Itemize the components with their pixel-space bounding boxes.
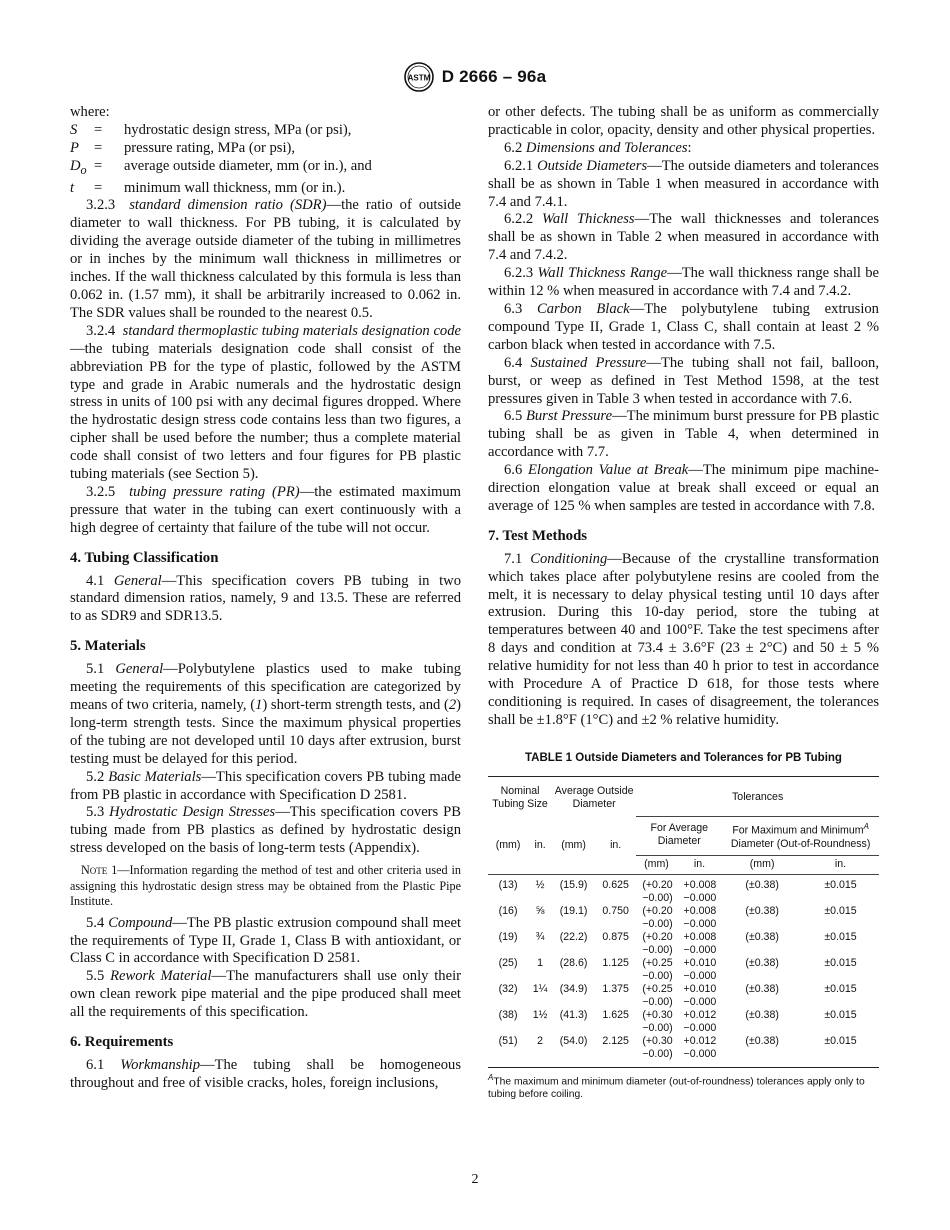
footnote-marker: A <box>863 822 869 832</box>
table-1-footnote <box>488 1067 879 1101</box>
section-number: 6.2.3 <box>504 265 534 282</box>
where-label: where: <box>70 104 110 120</box>
section-7-1 <box>488 551 879 730</box>
cell-roundness-tolerance-in: ±0.015 <box>824 904 857 917</box>
section-6-2-1 <box>488 158 879 212</box>
section-term: tubing pressure rating (PR) <box>129 483 300 500</box>
section-term: Elongation Value at Break <box>528 462 689 479</box>
section-number: 6.2.1 <box>504 157 534 174</box>
def-symbol: $D_o$ <box>70 157 87 177</box>
unit-mm: (mm) <box>488 817 528 875</box>
table-row <box>488 957 879 983</box>
section-text: —This specification covers PB tubing made from PB plastics as defined by hydrostatic design stress developed on the basis of long-term tests (Appendix). <box>70 804 461 857</box>
section-term: Workmanship <box>120 1057 200 1073</box>
cell-avg-tolerance-mm: (+0.25 −0.00) <box>642 956 673 982</box>
section-number: 6.4 <box>504 354 523 371</box>
cell-roundness-tolerance-in: ±0.015 <box>824 956 857 969</box>
section-text: —This specification covers PB tubing made from PB plastic in accordance with Specification D 2581. <box>70 768 461 803</box>
left-column <box>70 104 461 1093</box>
section-term: Sustained Pressure <box>530 354 647 371</box>
heading-tubing-classification: 4. Tubing Classification <box>70 549 219 566</box>
cell-roundness-tolerance-mm: (±0.38) <box>745 982 779 995</box>
section-text: ) short-term strength tests, and ( <box>262 697 449 713</box>
section-term: standard thermoplastic tubing materials designation code <box>122 322 462 339</box>
section-6-4 <box>488 355 879 409</box>
def-description: hydrostatic design stress, MPa (or psi), <box>124 121 352 138</box>
cell-roundness-tolerance-mm: (±0.38) <box>745 956 779 969</box>
svg-text:ASTM: ASTM <box>407 73 431 83</box>
section-3-2-4 <box>70 323 461 484</box>
footnote-marker: A <box>488 1072 494 1082</box>
table-row <box>488 1009 879 1035</box>
section-text: —Polybutylene plastics used to make tubing meeting the requirements of this specification are categorized by means of two criteria, namely, ( <box>70 661 461 713</box>
cell-average-in: 0.750 <box>602 904 629 917</box>
cell-avg-tolerance-in: +0.008 −0.000 <box>683 878 717 904</box>
cell-roundness-tolerance-in: ±0.015 <box>824 878 857 891</box>
cell-nominal-in: ½ <box>535 878 545 891</box>
cell-avg-tolerance-in: +0.012 −0.000 <box>683 1008 717 1034</box>
section-text: —the ratio of outside diameter to wall thickness. For PB tubing, it is calculated by dividing the average outside diameter of the tubing in millimetres or in inches by the minimum wall thickness in millimetres or inches. If the wall thickness calculated by this formula is less than 0.062 in. (1.57 mm), it shall be arbitrarily increased to 0.062 in. The SDR values shall be rounded to the nearest 0.5. <box>70 197 461 321</box>
def-description: pressure rating, MPa (or psi), <box>124 139 296 156</box>
section-number: 5.2 <box>86 768 105 785</box>
table-1 <box>488 776 879 1064</box>
section-text: —This specification covers PB tubing in two standard dimension ratios, namely, 9 and 13.5. These are referred to as SDR9 and SDR13.5. <box>70 572 461 625</box>
section-term: Burst Pressure <box>525 408 613 425</box>
section-term: Wall Thickness <box>542 211 635 228</box>
section-number: 6.3 <box>504 300 523 317</box>
cell-roundness-tolerance-mm: (±0.38) <box>745 1034 779 1047</box>
cell-nominal-in: 1¼ <box>532 982 548 995</box>
unit-in: in. <box>528 817 552 875</box>
cell-average-mm: (28.6) <box>559 956 588 969</box>
section-number: 3.2.5 <box>86 483 116 500</box>
section-6-2 <box>488 140 879 158</box>
section-text: —The tubing shall be homogeneous throughout and free of visible cracks, holes, foreign inclusions, <box>70 1057 461 1091</box>
cell-avg-tolerance-mm: (+0.30 −0.00) <box>642 1034 673 1060</box>
heading-materials: 5. Materials <box>70 638 146 655</box>
cell-average-mm: (22.2) <box>559 930 588 943</box>
cell-avg-tolerance-mm: (+0.20 −0.00) <box>642 878 673 904</box>
cell-roundness-tolerance-in: ±0.015 <box>824 1008 857 1021</box>
cell-avg-tolerance-mm: (+0.25 −0.00) <box>642 982 673 1008</box>
item-numeral: 1 <box>255 697 263 713</box>
section-5-4 <box>70 915 461 969</box>
section-text: —The outside diameters and tolerances shall be as shown in Table 1 when measured in accordance with 7.4 and 7.4.1. <box>488 157 879 210</box>
section-text: —The tubing shall not fail, balloon, burst, or weep as defined in Test Method 1598, at the test pressures given in Table 3 when tested in accordance with 7.6. <box>488 354 880 407</box>
cell-roundness-tolerance-mm: (±0.38) <box>745 1008 779 1021</box>
section-text: —The manufacturers shall use only their own clean rework pipe material and the pipe produced shall meet all the requirements of this specification. <box>70 968 461 1021</box>
section-number: 3.2.4 <box>86 322 116 339</box>
definition-row <box>70 140 461 158</box>
cell-nominal-mm: (19) <box>498 930 518 943</box>
cell-avg-tolerance-in: +0.008 −0.000 <box>683 930 717 956</box>
def-equals: = <box>94 139 103 156</box>
section-5-3 <box>70 804 461 858</box>
cell-average-mm: (19.1) <box>559 904 588 917</box>
header-average-diameter: Average Outside Diameter <box>554 784 634 810</box>
def-symbol-subscript: o <box>80 162 87 177</box>
section-text: —the estimated maximum pressure that water in the tubing can exert continuously with a high degree of certainty that failure of the tube will not occur. <box>70 483 462 536</box>
cell-nominal-in: ¾ <box>535 930 545 943</box>
cell-avg-tolerance-in: +0.012 −0.000 <box>683 1034 717 1060</box>
cell-nominal-mm: (16) <box>498 904 518 917</box>
header-average-tolerance: For Average Diameter <box>636 817 722 856</box>
cell-average-in: 1.125 <box>602 956 629 969</box>
section-6-3 <box>488 301 879 355</box>
section-text: —The polybutylene tubing extrusion compound Type II, Grade 1, Class C, shall contain at least 2 % carbon black when tested in accordance with 7.5. <box>488 300 879 353</box>
def-description: average outside diameter, mm (or in.), and <box>124 157 372 174</box>
unit-in: in. <box>595 817 636 875</box>
note-label: Note 1 <box>81 863 118 878</box>
item-numeral: 2 <box>448 697 457 713</box>
section-5-5 <box>70 968 461 1022</box>
cell-roundness-tolerance-mm: (±0.38) <box>745 930 779 943</box>
def-description: minimum wall thickness, mm (or in.). <box>124 179 346 196</box>
cell-average-in: 0.875 <box>602 930 629 943</box>
section-number: 5.1 <box>86 661 105 678</box>
table-row <box>488 1035 879 1064</box>
section-term: Wall Thickness Range <box>537 265 668 282</box>
cell-roundness-tolerance-mm: (±0.38) <box>745 904 779 917</box>
section-text: —Because of the crystalline transformation which takes place after polybutylene resins are cooled from the melt, it is necessary to delay physical testing until 10 days after extrusion. During this 10-day period, store the tubing at temperatures between 40 and 100°F. Take the test specimens after 8 days and condition at 73.4 ± 3.6°F (23 ± 2°C) and 50 ± 5 % relative humidity for not less than 40 h prior to test in accordance with Procedure A of Practice D 618, for those tests where conditioning is required. In cases of disagreement, the tolerances shall be ±1.8°F (1°C) and ±2 % relative humidity. <box>488 550 879 728</box>
cell-roundness-tolerance-in: ±0.015 <box>824 982 857 995</box>
document-designation: D 2666 – 96a <box>441 67 547 87</box>
cell-avg-tolerance-in: +0.008 −0.000 <box>683 904 717 930</box>
section-4-1 <box>70 573 461 627</box>
section-number: 6.5 <box>504 408 523 425</box>
cell-nominal-in: ⅝ <box>535 904 545 917</box>
section-text: —the tubing materials designation code shall consist of the abbreviation PB for the type of plastic, followed by the ASTM type and grade in Arabic numerals and the hydrostatic design stress in units of 100 psi with any decimal figures dropped. Where the hydrostatic design stress code contains less than two figures, a cipher shall be used before the number; thus a complete material code shall consist of two letters and four figures for PB plastic tubing materials (see Section 5). <box>70 340 461 483</box>
cell-nominal-in: 2 <box>537 1034 544 1047</box>
section-term: General <box>113 572 162 589</box>
section-6-2-2 <box>488 211 879 265</box>
cell-avg-tolerance-in: +0.010 −0.000 <box>683 956 717 982</box>
unit-mm: (mm) <box>722 855 802 874</box>
section-6-6 <box>488 462 879 516</box>
section-term: General <box>115 661 164 678</box>
cell-nominal-in: 1 <box>537 956 544 969</box>
section-number: 6.1 <box>86 1057 105 1073</box>
section-5-1 <box>70 661 461 768</box>
heading-test-methods: 7. Test Methods <box>488 527 588 544</box>
definition-row <box>70 158 461 180</box>
unit-in: in. <box>677 855 723 874</box>
cell-average-in: 0.625 <box>602 878 629 891</box>
cell-nominal-mm: (51) <box>498 1034 518 1047</box>
def-symbol: P <box>70 139 79 156</box>
section-text: —The minimum burst pressure for PB plastic tubing shall be as given in Table 4, when determined in accordance with 7.7. <box>488 408 879 461</box>
table-row <box>488 874 879 905</box>
cell-average-in: 2.125 <box>602 1034 629 1047</box>
astm-logo-icon <box>404 62 434 92</box>
section-number: 5.5 <box>86 968 105 985</box>
cell-nominal-mm: (38) <box>498 1008 518 1021</box>
heading-requirements: 6. Requirements <box>70 1034 174 1051</box>
header-max-min-text: Diameter (Out-of-Roundness) <box>730 837 871 850</box>
section-number: 4.1 <box>86 572 105 589</box>
section-3-2-5 <box>70 484 461 538</box>
section-number: 3.2.3 <box>86 197 116 214</box>
definition-row <box>70 122 461 140</box>
cell-nominal-mm: (32) <box>498 982 518 995</box>
section-text: ) long-term strength tests. Since the maximum physical properties of the tubing are not developed until 10 days after extrusion, burst testing must be delayed for this period. <box>70 697 461 767</box>
section-term: Rework Material <box>110 968 212 985</box>
page-header <box>0 60 950 94</box>
table-row <box>488 905 879 931</box>
section-term: Hydrostatic Design Stresses <box>109 804 276 821</box>
header-max-min-text: For Maximum and Minimum <box>732 824 864 837</box>
cell-avg-tolerance-mm: (+0.20 −0.00) <box>642 930 673 956</box>
table-1-title: TABLE 1 Outside Diameters and Tolerances for PB Tubing <box>525 751 842 764</box>
table-row <box>488 983 879 1009</box>
header-tolerances: Tolerances <box>636 776 879 817</box>
section-term: Conditioning <box>530 550 608 567</box>
cell-nominal-mm: (13) <box>498 878 518 891</box>
def-symbol: t <box>70 179 75 196</box>
section-term: standard dimension ratio (SDR) <box>129 197 327 214</box>
footnote-text: The maximum and minimum diameter (out-of-roundness) tolerances apply only to tubing before coiling. <box>488 1076 865 1101</box>
cell-average-in: 1.375 <box>602 982 629 995</box>
section-number: 5.4 <box>86 914 105 931</box>
def-equals: = <box>94 121 103 138</box>
definitions-list <box>70 122 461 198</box>
cell-average-mm: (54.0) <box>559 1034 588 1047</box>
cell-average-mm: (34.9) <box>559 982 588 995</box>
section-number: 7.1 <box>504 550 523 567</box>
unit-mm: (mm) <box>552 817 595 875</box>
def-equals: = <box>94 157 103 174</box>
unit-in: in. <box>802 855 879 874</box>
cell-roundness-tolerance-in: ±0.015 <box>824 1034 857 1047</box>
right-column <box>488 104 879 1101</box>
section-term: Compound <box>108 914 173 931</box>
section-6-1 <box>70 1057 461 1093</box>
section-text: : <box>687 139 692 156</box>
section-term: Carbon Black <box>537 300 630 317</box>
cell-roundness-tolerance-mm: (±0.38) <box>745 878 779 891</box>
table-row <box>488 931 879 957</box>
table-1-body <box>488 874 879 1064</box>
section-number: 5.3 <box>86 804 105 821</box>
section-number: 6.6 <box>504 462 523 479</box>
section-term: Basic Materials <box>108 768 202 785</box>
cell-avg-tolerance-mm: (+0.20 −0.00) <box>642 904 673 930</box>
definition-row <box>70 180 461 198</box>
cell-roundness-tolerance-in: ±0.015 <box>824 930 857 943</box>
cell-nominal-mm: (25) <box>498 956 518 969</box>
header-nominal-size: Nominal Tubing Size <box>492 784 548 810</box>
section-text: —The minimum pipe machine-direction elongation value at break shall exceed or equal an average of 125 % when samples are tested in accordance with 7.8. <box>488 462 879 514</box>
unit-mm: (mm) <box>636 855 676 874</box>
note-1 <box>70 863 461 910</box>
section-text: —The wall thickness range shall be within 12 % when measured in accordance with 7.4 and 7.4.2. <box>488 265 880 300</box>
section-number: 6.2 <box>504 139 523 156</box>
cell-average-in: 1.625 <box>602 1008 629 1021</box>
section-6-1-continued: or other defects. The tubing shall be as uniform as commercially practicable in color, opacity, density and other physical properties. <box>488 104 879 138</box>
section-term: Dimensions and Tolerances <box>525 139 688 156</box>
note-text: —Information regarding the method of test and other criteria used in assigning this hydrostatic design stress may be obtained from the Plastic Pipe Institute. <box>70 863 461 909</box>
def-symbol: S <box>70 121 78 138</box>
section-5-2 <box>70 769 461 805</box>
section-6-5 <box>488 408 879 462</box>
header-out-of-roundness <box>722 817 879 856</box>
cell-average-mm: (15.9) <box>559 878 588 891</box>
section-text: —The PB plastic extrusion compound shall meet the requirements of Type II, Grade 1, Class B with antioxidant, or Class C in accordance with Specification D 2581. <box>70 914 461 967</box>
section-term: Outside Diameters <box>537 157 648 174</box>
section-number: 6.2.2 <box>504 211 534 228</box>
section-6-2-3 <box>488 265 879 301</box>
def-equals: = <box>94 179 103 196</box>
cell-avg-tolerance-in: +0.010 −0.000 <box>683 982 717 1008</box>
cell-avg-tolerance-mm: (+0.30 −0.00) <box>642 1008 673 1034</box>
cell-nominal-in: 1½ <box>532 1008 548 1021</box>
cell-average-mm: (41.3) <box>559 1008 588 1021</box>
page-number: 2 <box>471 1172 479 1187</box>
section-text: —The wall thicknesses and tolerances shall be as shown in Table 2 when measured in accordance with 7.4 and 7.4.2. <box>488 211 879 264</box>
section-3-2-3 <box>70 197 461 322</box>
